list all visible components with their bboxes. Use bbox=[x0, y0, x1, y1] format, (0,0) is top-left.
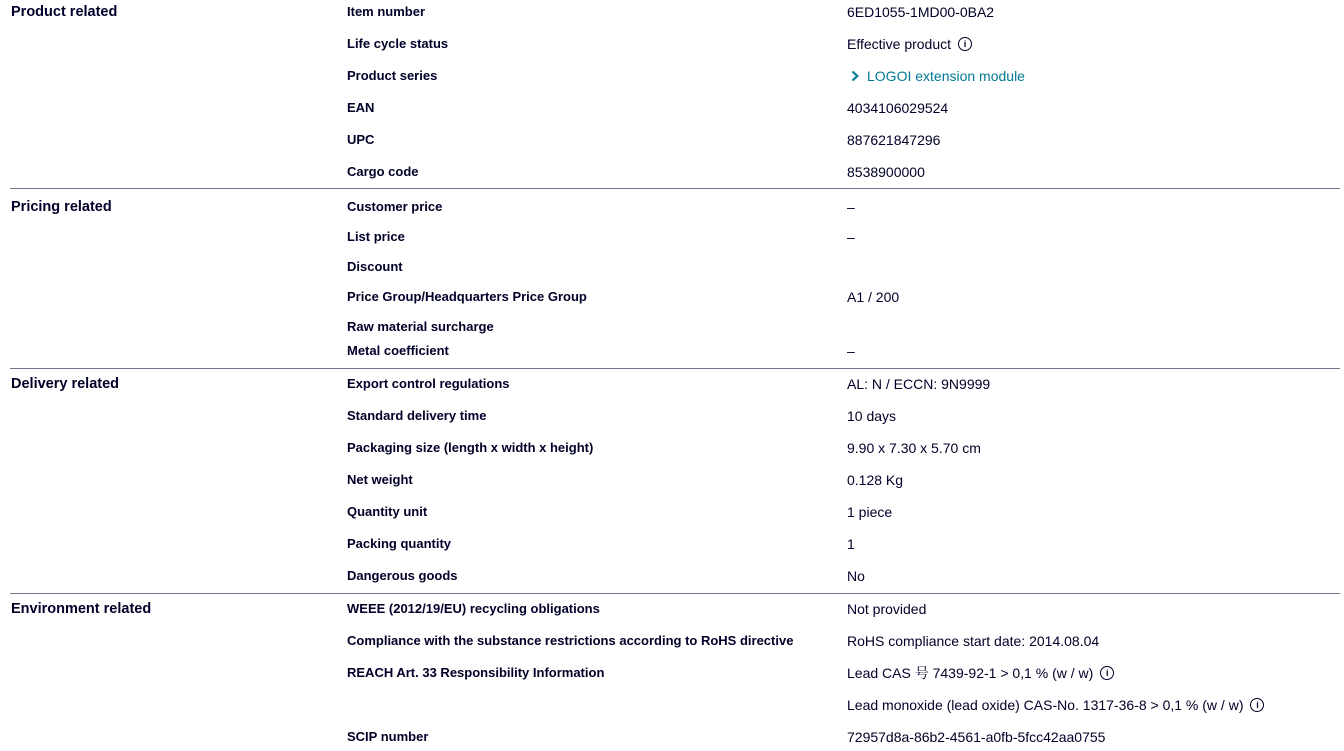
section-product-related bbox=[10, 0, 1340, 189]
row-value-cell bbox=[847, 98, 948, 118]
row-value-cell bbox=[847, 566, 865, 586]
table-row bbox=[347, 631, 1340, 651]
table-row bbox=[347, 534, 1340, 554]
row-label: SCIP number bbox=[347, 729, 429, 744]
table-row bbox=[347, 727, 1340, 747]
table-row bbox=[347, 566, 1340, 586]
row-value-cell bbox=[847, 2, 994, 22]
row-label: Price Group/Headquarters Price Group bbox=[347, 289, 587, 304]
row-value: 10 days bbox=[847, 408, 897, 424]
row-value: AL: N / ECCN: 9N9999 bbox=[847, 376, 991, 392]
row-value: 0.128 Kg bbox=[847, 472, 904, 488]
row-value: – bbox=[847, 199, 855, 215]
row-value-cell bbox=[847, 470, 903, 490]
table-row bbox=[347, 98, 1340, 118]
table-row bbox=[347, 695, 1340, 715]
product-series-link[interactable]: LOGOI extension module bbox=[867, 68, 1025, 84]
row-value: 72957d8a-86b2-4561-a0fb-5fcc42aa0755 bbox=[847, 729, 1106, 745]
row-value: A1 / 200 bbox=[847, 289, 900, 305]
table-row bbox=[347, 162, 1340, 182]
row-value: Lead monoxide (lead oxide) CAS-No. 1317-36-8 > 0,1 % (w / w) bbox=[847, 697, 1244, 713]
row-label: List price bbox=[347, 229, 405, 244]
table-row bbox=[347, 130, 1340, 150]
row-label: Customer price bbox=[347, 199, 443, 214]
info-icon[interactable]: i bbox=[958, 37, 972, 51]
info-icon[interactable]: i bbox=[1250, 698, 1264, 712]
row-value: 1 piece bbox=[847, 504, 893, 520]
row-label: REACH Art. 33 Responsibility Information bbox=[347, 665, 605, 680]
table-row bbox=[347, 197, 1340, 217]
row-label: Net weight bbox=[347, 472, 413, 487]
row-label: Quantity unit bbox=[347, 504, 428, 519]
row-value-cell bbox=[847, 406, 896, 426]
row-value: – bbox=[847, 229, 855, 245]
row-label: Metal coefficient bbox=[347, 343, 449, 358]
table-row bbox=[347, 227, 1340, 247]
row-value-cell bbox=[847, 438, 981, 458]
table-row bbox=[347, 599, 1340, 619]
table-row bbox=[347, 663, 1340, 683]
row-value-cell bbox=[847, 287, 899, 307]
table-row bbox=[347, 34, 1340, 54]
row-value: 4034106029524 bbox=[847, 100, 949, 116]
row-label: Standard delivery time bbox=[347, 408, 487, 423]
row-value: 8538900000 bbox=[847, 164, 925, 180]
row-value: No bbox=[847, 568, 865, 584]
row-label: WEEE (2012/19/EU) recycling obligations bbox=[347, 601, 600, 616]
section-rows bbox=[347, 189, 1340, 368]
row-value: RoHS compliance start date: 2014.08.04 bbox=[847, 633, 1100, 649]
row-label: Item number bbox=[347, 4, 426, 19]
row-label: Raw material surcharge bbox=[347, 319, 494, 334]
section-title: Product related bbox=[11, 4, 118, 20]
info-icon[interactable]: i bbox=[1100, 666, 1114, 680]
row-label: Life cycle status bbox=[347, 36, 449, 51]
table-row bbox=[347, 374, 1340, 394]
row-value-cell bbox=[847, 631, 1099, 651]
row-value-cell bbox=[847, 374, 990, 394]
row-label: Packaging size (length x width x height) bbox=[347, 440, 594, 455]
row-label: Discount bbox=[347, 259, 403, 274]
row-label: EAN bbox=[347, 100, 375, 115]
row-value-cell bbox=[847, 130, 940, 150]
row-value: Not provided bbox=[847, 601, 927, 617]
section-rows bbox=[347, 369, 1340, 593]
row-label: Cargo code bbox=[347, 164, 419, 179]
section-title: Delivery related bbox=[11, 376, 120, 392]
table-row bbox=[347, 257, 1340, 277]
row-value-cell bbox=[847, 534, 855, 554]
row-value: 1 bbox=[847, 536, 855, 552]
row-value-cell bbox=[847, 663, 1114, 683]
table-row bbox=[347, 317, 1340, 337]
row-label: Compliance with the substance restrictions according to RoHS directive bbox=[347, 633, 794, 648]
product-data-table bbox=[10, 0, 1340, 747]
section-delivery-related bbox=[10, 369, 1340, 594]
row-label: Product series bbox=[347, 68, 438, 83]
table-row bbox=[347, 438, 1340, 458]
section-rows bbox=[347, 0, 1340, 188]
table-row bbox=[347, 406, 1340, 426]
row-value: – bbox=[847, 343, 855, 359]
row-label: Packing quantity bbox=[347, 536, 452, 551]
row-label: Export control regulations bbox=[347, 376, 510, 391]
table-row bbox=[347, 341, 1340, 361]
row-value-cell bbox=[847, 227, 855, 247]
section-environment-related bbox=[10, 594, 1340, 747]
table-row bbox=[347, 502, 1340, 522]
row-value-cell bbox=[847, 162, 925, 182]
table-row bbox=[347, 2, 1340, 22]
chevron-right-icon bbox=[851, 70, 859, 82]
row-value: 6ED1055-1MD00-0BA2 bbox=[847, 4, 995, 20]
row-value: Lead CAS 号 7439-92-1 > 0,1 % (w / w) bbox=[847, 665, 1094, 681]
row-value-cell bbox=[847, 695, 1264, 715]
table-row bbox=[347, 470, 1340, 490]
section-rows bbox=[347, 594, 1340, 747]
row-label: Dangerous goods bbox=[347, 568, 458, 583]
row-value-cell bbox=[847, 341, 855, 361]
row-value: 887621847296 bbox=[847, 132, 941, 148]
row-value: 9.90 x 7.30 x 5.70 cm bbox=[847, 440, 981, 456]
row-value-cell bbox=[847, 66, 1025, 86]
row-value-cell bbox=[847, 599, 926, 619]
row-value-cell bbox=[847, 727, 1105, 747]
row-label bbox=[347, 695, 847, 715]
section-title: Pricing related bbox=[11, 199, 112, 215]
section-title: Environment related bbox=[11, 601, 152, 617]
row-label: UPC bbox=[347, 132, 375, 147]
row-value: Effective product bbox=[847, 36, 952, 52]
row-value-cell bbox=[847, 502, 892, 522]
row-value-cell bbox=[847, 34, 972, 54]
table-row bbox=[347, 66, 1340, 86]
row-value-cell bbox=[847, 197, 855, 217]
section-pricing-related bbox=[10, 189, 1340, 369]
table-row bbox=[347, 287, 1340, 307]
